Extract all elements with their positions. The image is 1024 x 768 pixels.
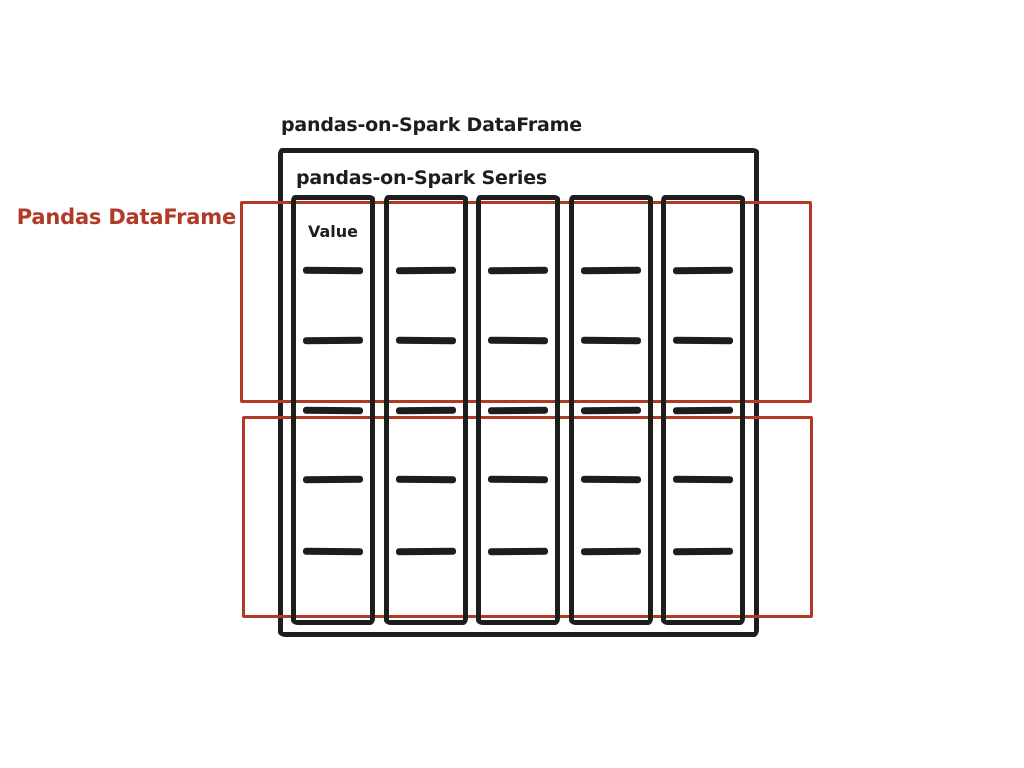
value-dash <box>303 337 363 345</box>
value-dash <box>581 267 641 275</box>
value-dash <box>396 267 456 275</box>
series-column-5 <box>661 195 745 625</box>
value-dash <box>303 476 363 484</box>
value-dash <box>581 337 641 345</box>
value-dash <box>303 267 363 275</box>
value-dash <box>488 548 548 556</box>
pandas-on-spark-dataframe-label: pandas-on-Spark DataFrame <box>281 114 582 136</box>
pandas-dataframe-label: Pandas DataFrame <box>16 205 236 229</box>
value-dash <box>581 476 641 484</box>
value-dash <box>396 337 456 345</box>
value-dash <box>673 476 733 484</box>
value-dash <box>396 476 456 484</box>
value-dash <box>303 548 363 556</box>
series-column-3 <box>476 195 560 625</box>
value-dash <box>673 407 733 415</box>
series-column-4 <box>569 195 653 625</box>
value-dash <box>488 337 548 345</box>
series-column-1 <box>291 195 375 625</box>
value-dash <box>673 337 733 345</box>
series-column-2 <box>384 195 468 625</box>
value-dash <box>488 267 548 275</box>
value-dash <box>488 476 548 484</box>
value-dash <box>581 548 641 556</box>
value-dash <box>488 407 548 415</box>
pandas-on-spark-series-label: pandas-on-Spark Series <box>296 167 548 189</box>
value-dash <box>303 407 363 415</box>
value-dash <box>673 548 733 556</box>
value-dash <box>396 548 456 556</box>
value-dash <box>581 407 641 415</box>
value-dash <box>396 407 456 415</box>
value-column-header: Value <box>307 222 359 241</box>
value-dash <box>673 267 733 275</box>
